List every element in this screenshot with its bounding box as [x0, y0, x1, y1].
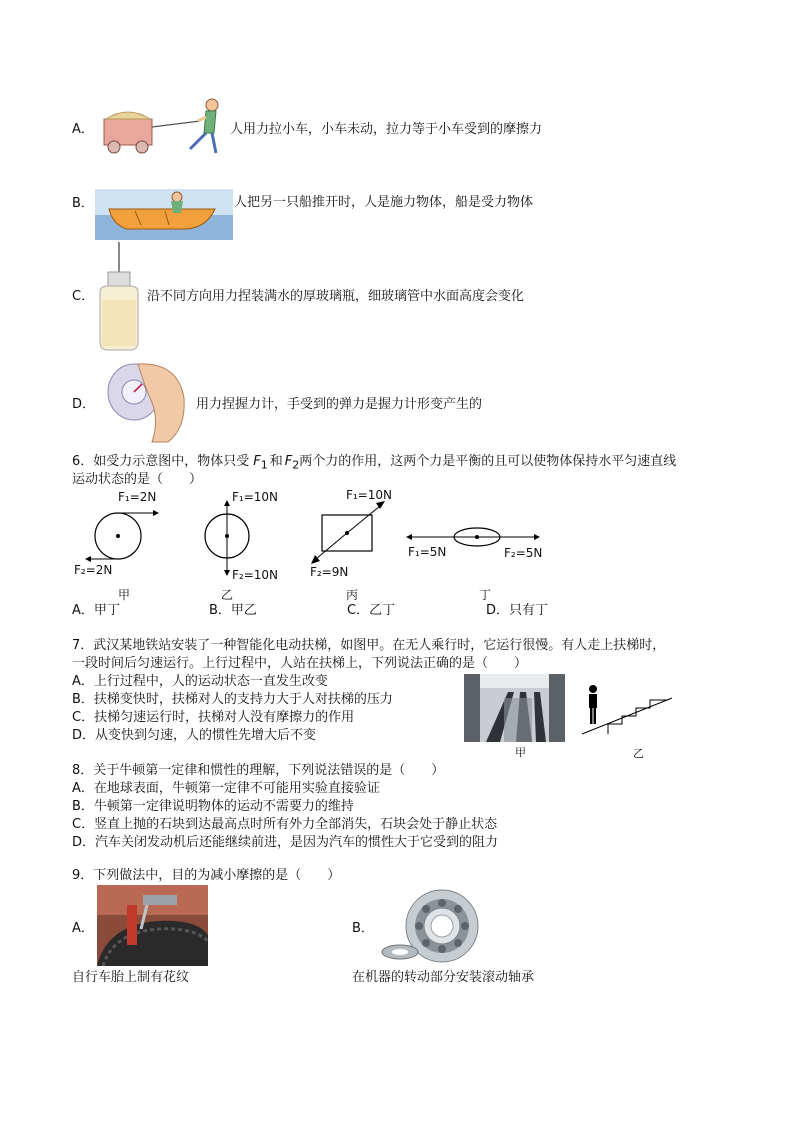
force-label-f2: F₂=10N [232, 568, 279, 582]
stem-text-cont: 两个力的作用，这两个力是平衡的且可以使物体保持水平匀速直线 [299, 454, 677, 469]
option-a: A．上行过程中，人的运动状态一直发生改变 [72, 674, 328, 689]
stem-and: 和 [269, 454, 283, 469]
option-letter: A． [72, 921, 94, 936]
boat-push-illustration [95, 189, 233, 240]
option-c: C．竖直上抛的石块到达最高点时所有外力全部消失，石块会处于静止状态 [72, 817, 498, 832]
stem-text: 7．武汉某地铁站安装了一种智能化电动扶梯，如图甲。在无人乘行时，它运行很慢。有人走上扶梯时， [72, 638, 666, 653]
stem-text-line2: 一段时间后匀速运行。上行过程中，人站在扶梯上，下列说法正确的是（ ） [72, 656, 528, 671]
option-letter: A． [72, 122, 94, 137]
force-f2: F [284, 454, 293, 469]
option-c: C．扶梯匀速运行时，扶梯对人没有摩擦力的作用 [72, 710, 355, 725]
ball-bearing-photo [378, 888, 494, 966]
option-text: 沿不同方向用力捏装满水的厚玻璃瓶，细玻璃管中水面高度会变化 [147, 289, 525, 304]
option-a: A．甲丁 [72, 603, 120, 618]
figure-caption-yi: 乙 [633, 747, 644, 760]
option-text: 人用力拉小车，小车未动，拉力等于小车受到的摩擦力 [230, 122, 543, 137]
escalator-diagram [580, 682, 674, 736]
square-force-diagram [306, 498, 390, 570]
force-f1: F [253, 454, 261, 469]
stem-text: 9．下列做法中，目的为减小摩擦的是（ ） [72, 868, 341, 883]
force-label-f1: F₁=10N [346, 488, 393, 502]
option-b: B．牛顿第一定律说明物体的运动不需要力的维持 [72, 799, 354, 814]
force-f2-sub: 2 [292, 458, 300, 472]
option-letter: B． [352, 921, 374, 936]
circle-force-diagram [85, 500, 165, 570]
option-d: D．从变快到匀速，人的惯性先增大后不变 [72, 728, 317, 743]
stem-text: 8．关于牛顿第一定律和惯性的理解，下列说法错误的是（ ） [72, 763, 445, 778]
force-label-f2: F₂=5N [504, 546, 543, 560]
option-caption: 自行车胎上制有花纹 [72, 970, 190, 985]
force-f1-sub: 1 [260, 458, 268, 472]
force-label-f2: F₂=9N [310, 565, 349, 579]
option-letter: B． [72, 196, 94, 211]
option-d: D．只有丁 [486, 603, 549, 618]
option-letter: C． [72, 289, 95, 304]
diagram-name: 乙 [221, 588, 234, 602]
escalator-photo [464, 674, 565, 742]
option-a: A．在地球表面，牛顿第一定律不可能用实验直接验证 [72, 781, 380, 796]
cart-pull-illustration [100, 97, 232, 159]
stem-text: 6．如受力示意图中，物体只受 [72, 454, 250, 469]
diagram-name: 丁 [479, 588, 492, 602]
diagram-name: 丙 [346, 588, 359, 602]
force-label-f2: F₂=2N [74, 563, 113, 577]
diagram-name: 甲 [118, 588, 131, 602]
grip-dynamometer-illustration [98, 358, 190, 444]
bicycle-tire-photo [97, 885, 208, 966]
figure-caption-jia: 甲 [515, 746, 526, 759]
force-label-f1: F₁=2N [118, 490, 157, 504]
option-d: D．汽车关闭发动机后还能继续前进，是因为汽车的惯性大于它受到的阻力 [72, 835, 499, 850]
glass-bottle-illustration [96, 242, 142, 352]
option-c: C．乙丁 [347, 603, 396, 618]
option-letter: D． [72, 397, 96, 412]
force-label-f1: F₁=10N [232, 490, 279, 504]
option-caption: 在机器的转动部分安装滚动轴承 [352, 970, 535, 985]
option-text: 人把另一只船推开时，人是施力物体，船是受力物体 [234, 195, 534, 210]
force-label-f1: F₁=5N [408, 545, 447, 559]
option-b: B．扶梯变快时，扶梯对人的支持力大于人对扶梯的压力 [72, 692, 393, 707]
option-b: B．甲乙 [209, 603, 257, 618]
option-text: 用力捏握力计，手受到的弹力是握力计形变产生的 [196, 397, 483, 412]
stem-text-line2: 运动状态的是（ ） [72, 472, 203, 487]
